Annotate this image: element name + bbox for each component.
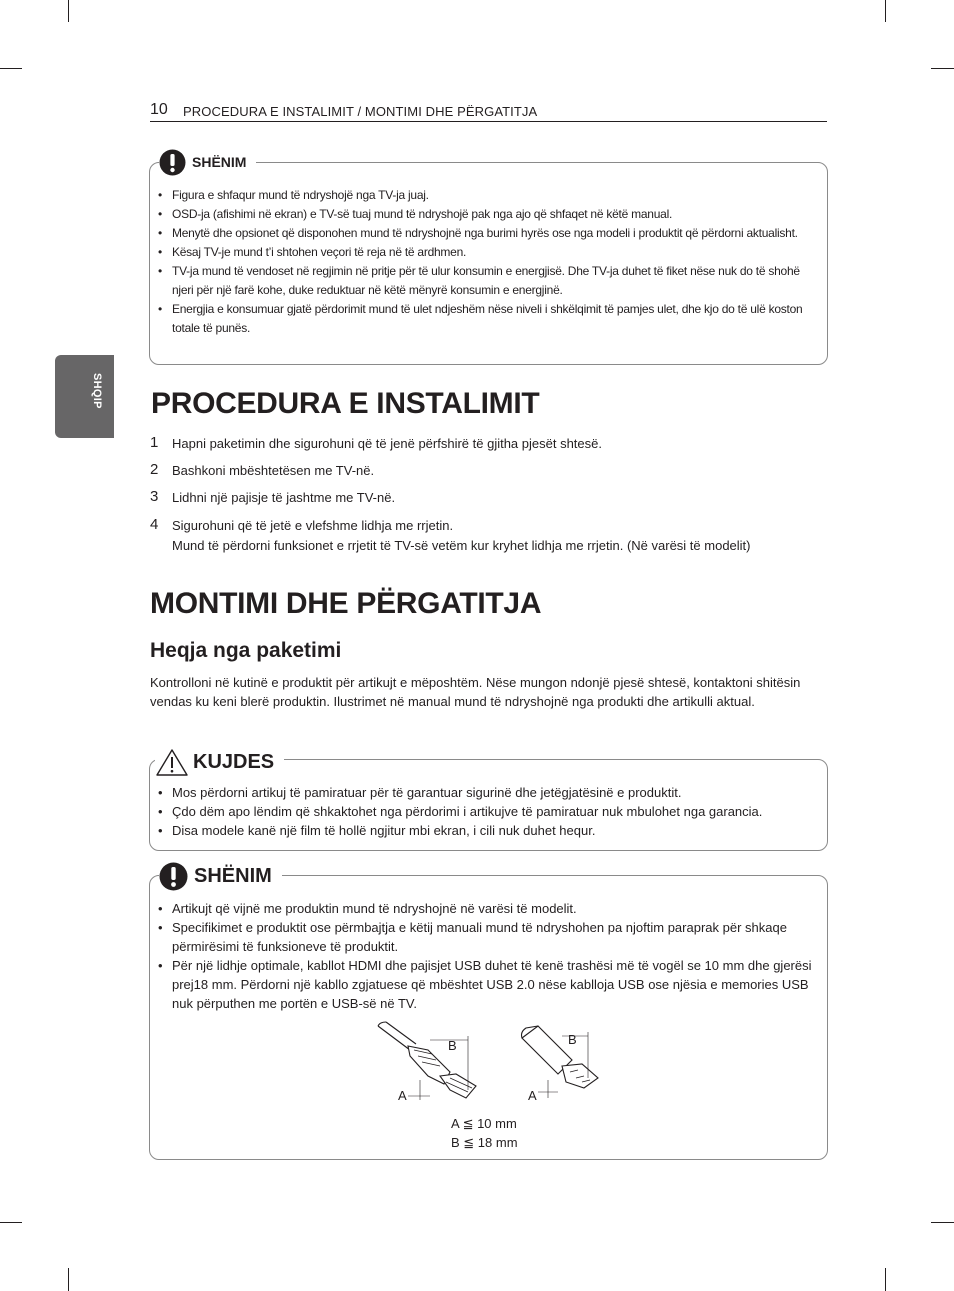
step-number: 4 <box>150 516 159 533</box>
crop-mark <box>931 1222 954 1223</box>
section-title-assembly: MONTIMI DHE PËRGATITJA <box>150 587 542 620</box>
note-bottom-list <box>150 899 814 1013</box>
crop-mark <box>885 0 886 22</box>
list-item: • Çdo dëm apo lëndim që shkaktohet nga përdorimi i artikujve të pamiratuar nuk mbulohet nga garancia. <box>150 802 814 821</box>
running-title: PROCEDURA E INSTALIMIT / MONTIMI DHE PËRGATITJA <box>183 104 538 119</box>
cable-dimension-figure <box>370 1020 610 1110</box>
hdmi-cable-illustration <box>378 1022 476 1100</box>
language-tab <box>55 355 114 438</box>
note-label: SHËNIM <box>194 864 272 887</box>
list-item: • Mos përdorni artikuj të pamiratuar për të garantuar sigurinë dhe jetëgjatësinë e produktit. <box>150 783 814 802</box>
list-item: • Menytë dhe opsionet që disponohen mund të ndryshojnë nga burimi hyrës ose nga modeli i produktit që përdorni aktualisht. <box>150 224 814 243</box>
crop-mark <box>931 68 954 69</box>
list-item: • OSD-ja (afishimi në ekran) e TV-së tuaj mund të ndryshojë pak nga ajo që shfaqet në këtë manual. <box>150 205 814 224</box>
exclamation-icon <box>159 862 188 891</box>
caution-box-header <box>155 746 284 778</box>
hdmi-label-a: A <box>398 1088 407 1103</box>
step-extra-text: Mund të përdorni funksionet e rrjetit të TV-së vetëm kur kryhet lidhja me rrjetin. (Në varësi të modelit) <box>172 538 751 553</box>
list-item: • Kësaj TV-je mund t’i shtohen veçori të reja në të ardhmen. <box>150 243 814 262</box>
caution-label: KUJDES <box>193 750 275 773</box>
list-item: • TV-ja mund të vendoset në regjimin në pritje për të ulur konsumin e energjisë. Dhe TV-ja duhet të fiket nëse nuk do të shohë njeri për një farë kohe, duke reduktuar në këtë mënyrë konsumin e energjinë. <box>150 262 814 300</box>
exclamation-icon <box>159 149 186 176</box>
crop-mark <box>68 0 69 22</box>
usb-label-b: B <box>568 1032 577 1047</box>
list-item: • Artikujt që vijnë me produktin mund të ndryshojnë në varësi të modelit. <box>150 899 814 918</box>
crop-mark <box>0 1222 22 1223</box>
language-tab-label: SHQIP <box>91 373 103 409</box>
note-box-top-header <box>159 149 256 175</box>
list-item: • Energjia e konsumuar gjatë përdorimit mund të ulet ndjeshëm nëse niveli i shkëlqimit të pamjes ulet, dhe kjo do të ulë koston totale të punës. <box>150 300 814 338</box>
section-title-installation: PROCEDURA E INSTALIMIT <box>151 387 540 420</box>
note-box-bottom-header <box>159 861 282 891</box>
caution-list <box>150 783 814 840</box>
usb-label-a: A <box>528 1088 537 1103</box>
size-limit-a: A ≦ 10 mm <box>451 1116 517 1131</box>
note-label: SHËNIM <box>192 154 247 170</box>
step-number: 1 <box>150 434 159 451</box>
crop-mark <box>885 1268 886 1291</box>
page-number: 10 <box>150 101 168 118</box>
step-number: 2 <box>150 461 159 478</box>
list-item: • Për një lidhje optimale, kabllot HDMI dhe pajisjet USB duhet të kenë trashësi më të vogël se 10 mm dhe gjerësi prej18 mm. Përdorni një kabllo zgjatuese që mbështet USB 2.0 nëse kablloja USB ose njësia e memories USB nuk përputhen me portën e USB-së në TV. <box>150 956 814 1013</box>
warning-triangle-icon <box>155 748 189 777</box>
step-text: Hapni paketimin dhe sigurohuni që të jenë përfshirë të gjitha pjesët shtesë. <box>172 436 602 451</box>
list-item: • Specifikimet e produktit ose përmbajtja e këtij manuali mund të ndryshohen pa njoftim paraprak për shkaqe përmirësimi të funksioneve të produktit. <box>150 918 814 956</box>
unpacking-paragraph: Kontrolloni në kutinë e produktit për artikujt e mëposhtëm. Nëse mungon ndonjë pjesë shtesë, kontaktoni shitësin vendas ku keni blerë produktin. Ilustrimet në manual mund të ndryshojnë nga produkti dhe artikulli aktual. <box>150 675 801 709</box>
note-top-list <box>150 186 814 338</box>
crop-mark <box>68 1268 69 1291</box>
list-item: • Disa modele kanë një film të hollë ngjitur mbi ekran, i cili nuk duhet hequr. <box>150 821 814 840</box>
step-text: Sigurohuni që të jetë e vlefshme lidhja me rrjetin. <box>172 518 454 533</box>
list-item: • Figura e shfaqur mund të ndryshojë nga TV-ja juaj. <box>150 186 814 205</box>
page-header <box>150 101 827 122</box>
step-text: Bashkoni mbështetësen me TV-në. <box>172 463 375 478</box>
step-text: Lidhni një pajisje të jashtme me TV-në. <box>172 490 396 505</box>
subsection-title-unpacking: Heqja nga paketimi <box>150 639 342 662</box>
crop-mark <box>0 68 22 69</box>
hdmi-label-b: B <box>448 1038 457 1053</box>
step-number: 3 <box>150 488 159 505</box>
size-limit-b: B ≦ 18 mm <box>451 1135 518 1150</box>
